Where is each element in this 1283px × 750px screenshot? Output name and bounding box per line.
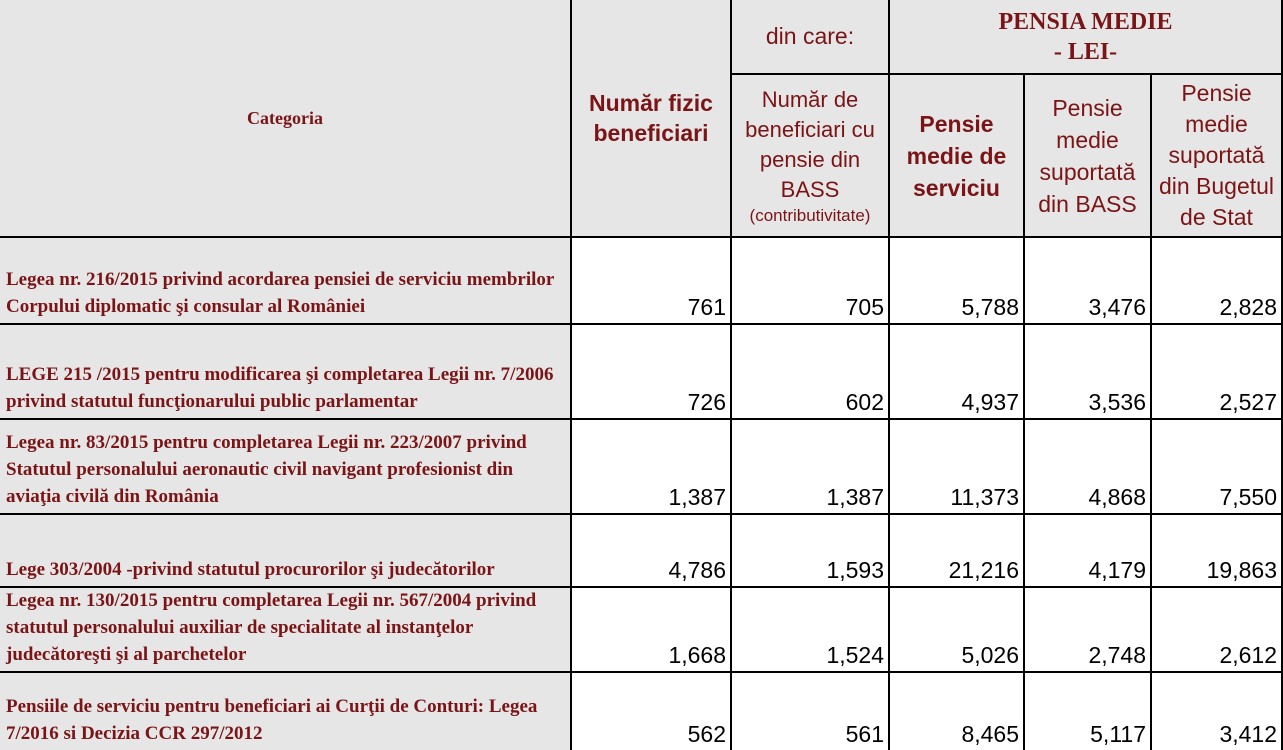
row-2-pensie-buget: 2,527 [1152,325,1283,420]
row-5-pensie-serviciu: 5,026 [890,588,1025,673]
row-6-pensie-bass: 5,117 [1025,673,1152,750]
row-5-categoria: Legea nr. 130/2015 pentru completarea Legii nr. 567/2004 privind statutul personalului auxiliar de specialitate al instanţelor judecătoreşti şi al parchetelor [0,588,572,673]
row-2-categoria: LEGE 215 /2015 pentru modificarea şi completarea Legii nr. 7/2006 privind statutul funcţionarului public parlamentar [0,325,572,420]
header-din-care-label: din care: [765,23,855,49]
row-3-categoria: Legea nr. 83/2015 pentru completarea Legii nr. 223/2007 privind Statutul personalului aeronautic civil navigant profesionist din aviaţia civilă din România [0,420,572,515]
row-1-pensie-buget: 2,828 [1152,238,1283,325]
header-numar-bass-sub: (contributivitate) [749,205,871,225]
header-pensia-medie-line2: - LEI- [1053,38,1118,65]
row-1-pensie-bass: 3,476 [1025,238,1152,325]
row-5-numar-fizic: 1,668 [572,588,732,673]
row-3-numar-bass: 1,387 [732,420,890,515]
header-pensia-medie-line1: PENSIA MEDIE [998,8,1173,35]
header-numar-bass [732,75,890,238]
header-pensie-buget-label: Pensie medie suportată din Bugetul de Stat [1158,80,1275,230]
row-4-pensie-bass: 4,179 [1025,515,1152,588]
header-categoria-label: Categoria [247,107,323,128]
header-categoria [0,0,572,238]
header-din-care [732,0,890,75]
row-5-pensie-bass: 2,748 [1025,588,1152,673]
header-numar-bass-main: Număr de beneficiari cu pensie din BASS [745,86,875,202]
row-3-numar-fizic: 1,387 [572,420,732,515]
row-6-numar-fizic: 562 [572,673,732,750]
header-pensie-bass-label: Pensie medie suportată din BASS [1038,94,1137,217]
row-2-pensie-bass: 3,536 [1025,325,1152,420]
header-pensie-serviciu [890,75,1025,238]
header-numar-fizic-label: Număr fizic beneficiari [589,90,713,146]
row-2-pensie-serviciu: 4,937 [890,325,1025,420]
row-2-numar-fizic: 726 [572,325,732,420]
row-4-pensie-buget: 19,863 [1152,515,1283,588]
row-3-pensie-buget: 7,550 [1152,420,1283,515]
row-2-numar-bass: 602 [732,325,890,420]
row-1-numar-fizic: 761 [572,238,732,325]
row-5-numar-bass: 1,524 [732,588,890,673]
row-4-numar-fizic: 4,786 [572,515,732,588]
row-5-pensie-buget: 2,612 [1152,588,1283,673]
row-1-pensie-serviciu: 5,788 [890,238,1025,325]
row-6-pensie-serviciu: 8,465 [890,673,1025,750]
header-pensie-buget [1152,75,1283,238]
header-pensie-serviciu-label: Pensie medie de serviciu [906,110,1007,201]
row-6-pensie-buget: 3,412 [1152,673,1283,750]
row-4-categoria: Lege 303/2004 -privind statutul procurorilor şi judecătorilor [0,515,572,588]
row-1-categoria: Legea nr. 216/2015 privind acordarea pensiei de serviciu membrilor Corpului diplomatic şi consular al României [0,238,572,325]
row-3-pensie-bass: 4,868 [1025,420,1152,515]
row-6-categoria: Pensiile de serviciu pentru beneficiari ai Curţii de Conturi: Legea 7/2016 si Decizia CCR 297/2012 [0,673,572,750]
header-numar-fizic [572,0,732,238]
row-4-numar-bass: 1,593 [732,515,890,588]
row-6-numar-bass: 561 [732,673,890,750]
header-pensie-bass [1025,75,1152,238]
row-4-pensie-serviciu: 21,216 [890,515,1025,588]
row-1-numar-bass: 705 [732,238,890,325]
header-pensia-medie [890,0,1283,75]
row-3-pensie-serviciu: 11,373 [890,420,1025,515]
